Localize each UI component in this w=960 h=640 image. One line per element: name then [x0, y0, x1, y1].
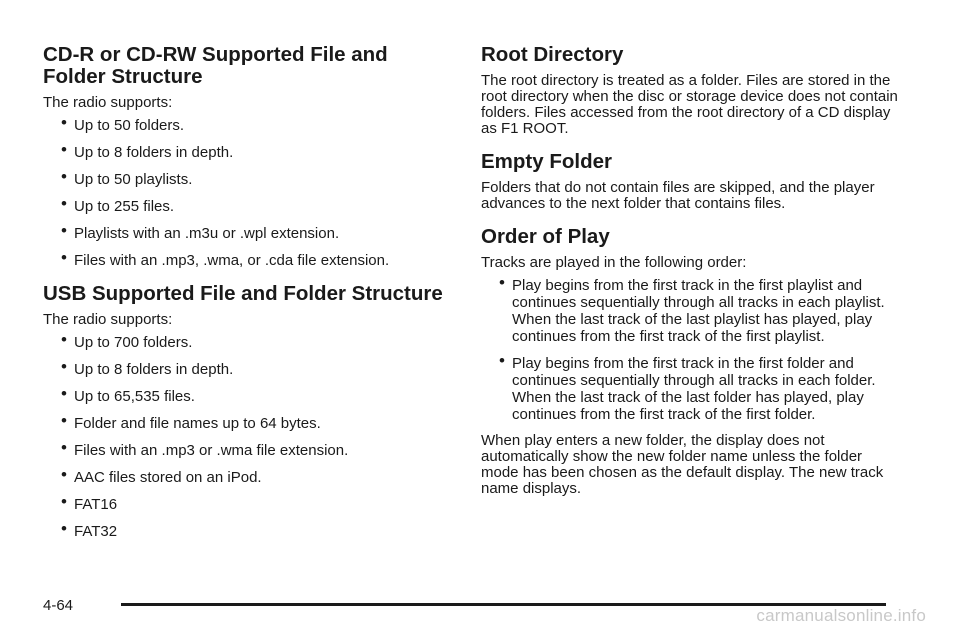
usb-support-list	[43, 334, 453, 540]
list-item: • Up to 255 files.	[43, 198, 453, 215]
list-item: • FAT16	[43, 496, 453, 513]
order-section-intro: Tracks are played in the following order:	[481, 254, 747, 271]
list-item: • Folder and file names up to 64 bytes.	[43, 415, 453, 432]
list-item: • Files with an .mp3 or .wma file extension.	[43, 442, 453, 459]
list-item: • Up to 50 folders.	[43, 117, 453, 134]
list-item: • Playlists with an .m3u or .wpl extension.	[43, 225, 453, 242]
empty-folder-text: Folders that do not contain files are skipped, and the player advances to the next folder that contains files.	[481, 179, 875, 212]
list-item: • Up to 700 folders.	[43, 334, 453, 351]
empty-folder-section	[481, 151, 901, 212]
list-item: • Up to 50 playlists.	[43, 171, 453, 188]
list-item: • Files with an .mp3, .wma, or .cda file extension.	[43, 252, 453, 269]
cd-section-intro: The radio supports:	[43, 94, 173, 111]
list-item: • FAT32	[43, 523, 453, 540]
usb-section-title: USB Supported File and Folder Structure	[43, 282, 443, 305]
order-section	[481, 226, 901, 497]
usb-section	[43, 283, 453, 540]
list-item: • Play begins from the first track in the first playlist and continues sequentially through all tracks in each playlist. When the last track of the last playlist has played, play continues from the first track of the first playlist.	[481, 277, 901, 345]
root-section	[481, 44, 901, 137]
root-section-title: Root Directory	[481, 43, 624, 66]
order-section-title: Order of Play	[481, 225, 610, 248]
list-item: • Play begins from the first track in the first folder and continues sequentially through all tracks in each folder. When the last track of the last folder has played, play continues from the first track of the first folder.	[481, 355, 901, 423]
watermark: carmanualsonline.info	[756, 606, 926, 625]
list-item: • AAC files stored on an iPod.	[43, 469, 453, 486]
usb-section-intro: The radio supports:	[43, 311, 173, 328]
order-section-text: When play enters a new folder, the display does not automatically show the new folder name unless the folder mode has been chosen as the default display. The new track name displays.	[481, 432, 884, 497]
list-item: • Up to 8 folders in depth.	[43, 144, 453, 161]
cd-section	[43, 44, 453, 269]
cd-support-list	[43, 117, 453, 269]
right-column	[481, 44, 901, 511]
left-column	[43, 44, 453, 554]
cd-section-title: CD-R or CD-RW Supported File and Folder Structure	[43, 43, 388, 88]
empty-folder-title: Empty Folder	[481, 150, 612, 173]
list-item: • Up to 8 folders in depth.	[43, 361, 453, 378]
order-list	[481, 277, 901, 423]
page-number: 4-64	[43, 597, 74, 614]
list-item: • Up to 65,535 files.	[43, 388, 453, 405]
root-section-text: The root directory is treated as a folder. Files are stored in the root directory when the disc or storage device does not contain folders. Files accessed from the root directory of a CD display as F1 ROOT.	[481, 72, 898, 137]
